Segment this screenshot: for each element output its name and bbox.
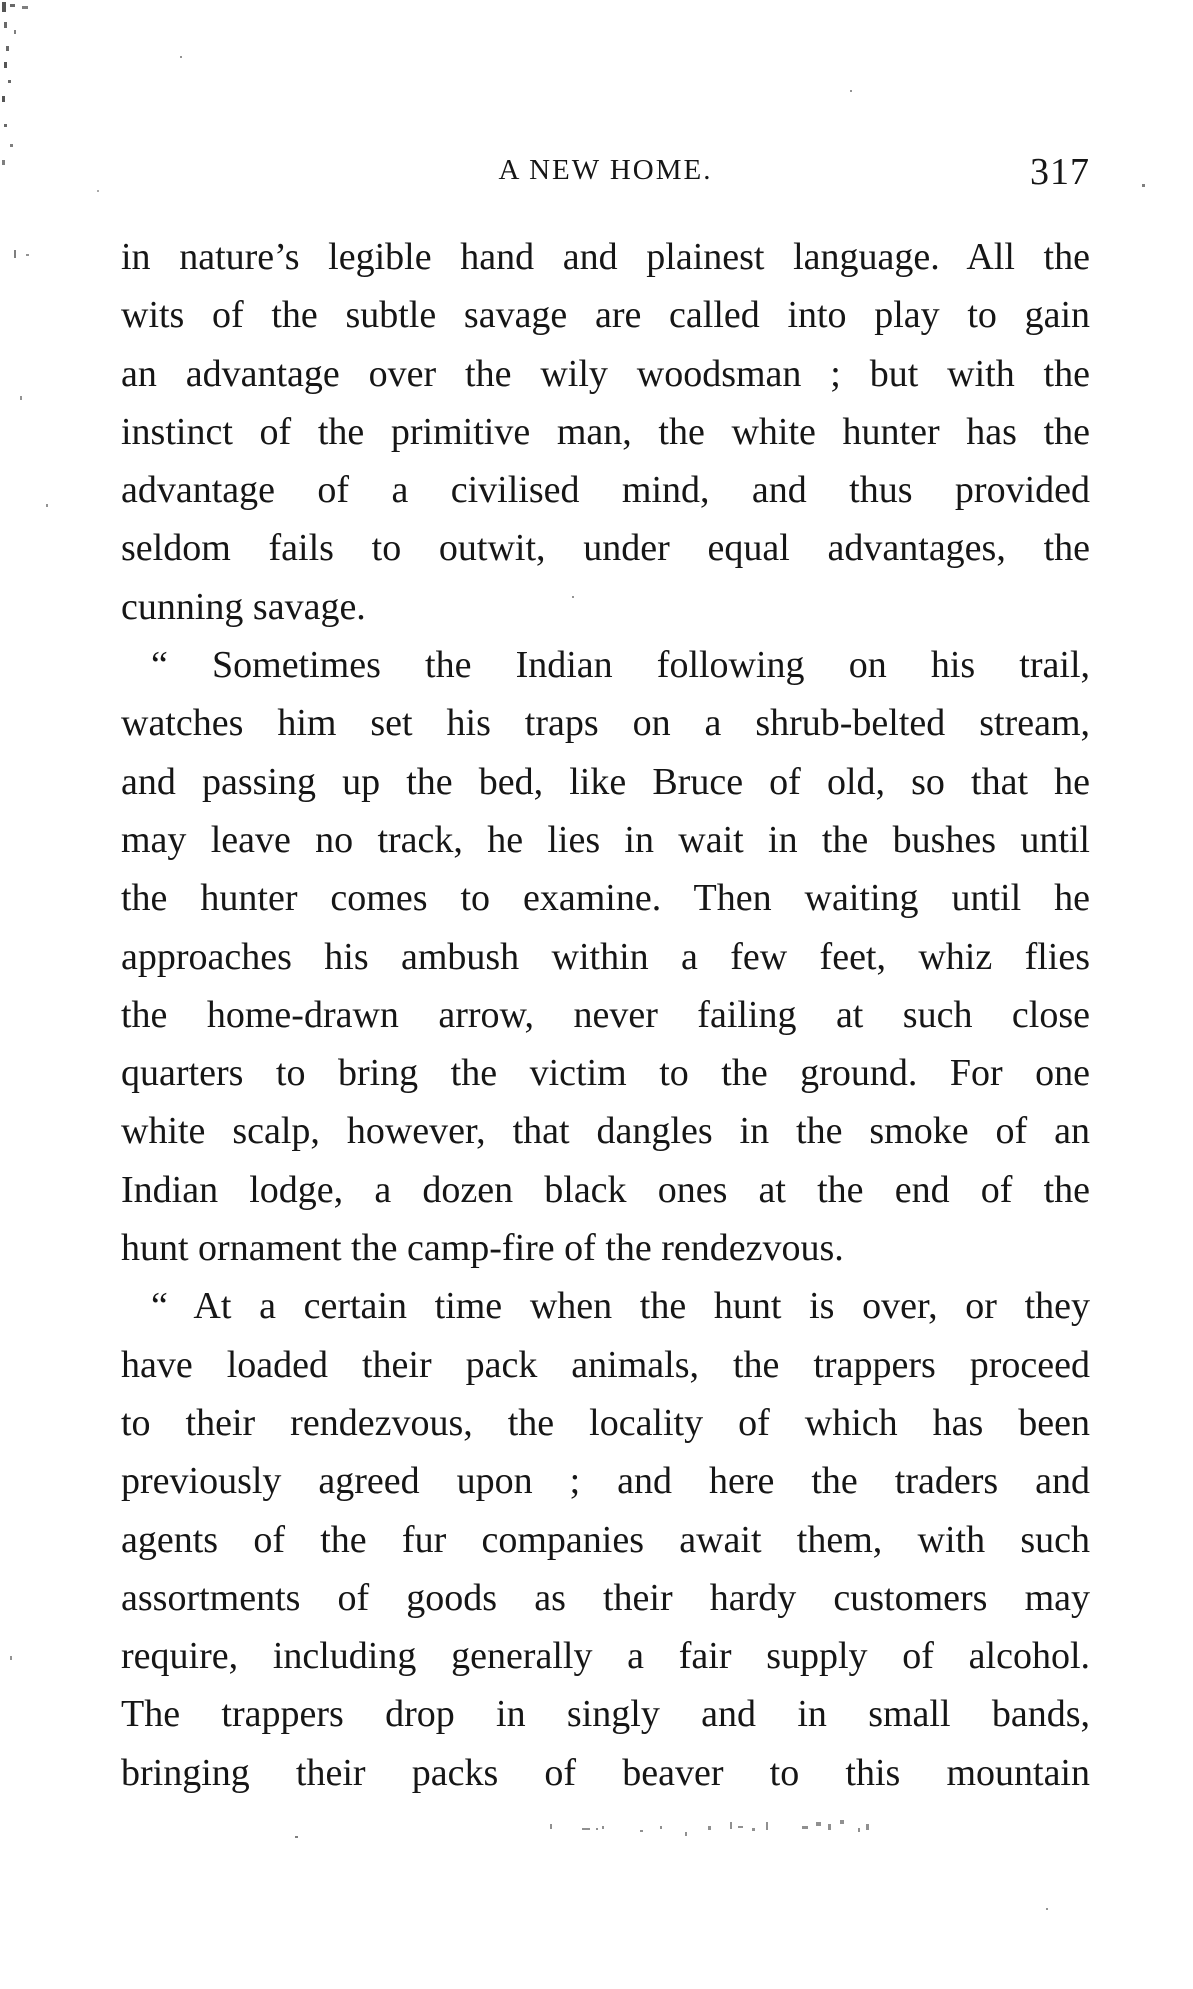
text-line: have loaded their pack animals, the trappers proceed [121,1343,1090,1386]
text-line: may leave no track, he lies in wait in the bushes until [121,818,1090,861]
text-line: the hunter comes to examine. Then waiting until he [121,877,1090,920]
text-line: bringing their packs of beaver to this mountain [121,1751,1090,1794]
text-line: approaches his ambush within a few feet, whiz flies [121,935,1090,978]
text-line: the home-drawn arrow, never failing at such close [121,993,1090,1036]
text-line: quarters to bring the victim to the ground. For one [121,1052,1090,1095]
text-line: an advantage over the wily woodsman ; but with the [121,352,1090,395]
scan-dots [540,1810,1040,1850]
text-line: agents of the fur companies await them, with such [121,1518,1090,1561]
text-line: in nature’s legible hand and plainest language. All the [121,236,1090,278]
text-line: require, including generally a fair supply of alcohol. [121,1635,1090,1678]
text-line: and passing up the bed, like Bruce of old, so that he [121,760,1090,803]
text-line: cunning savage. [121,585,366,628]
text-line: white scalp, however, that dangles in the smoke of an [121,1110,1090,1153]
body-text [121,228,1090,1802]
text-line: advantage of a civilised mind, and thus provided [121,469,1090,512]
page-number: 317 [1030,151,1090,193]
text-line: watches him set his traps on a shrub-belted stream, [121,702,1090,745]
text-line: Indian lodge, a dozen black ones at the end of the [121,1168,1090,1211]
text-line: to their rendezvous, the locality of which has been [121,1401,1090,1444]
text-line: previously agreed upon ; and here the traders and [121,1460,1090,1503]
text-line: assortments of goods as their hardy customers may [121,1576,1090,1619]
text-line: hunt ornament the camp-fire of the rendezvous. [121,1227,844,1270]
text-line: “ At a certain time when the hunt is over, or they [151,1285,1090,1328]
running-title: A NEW HOME. [498,154,713,186]
text-line: seldom fails to outwit, under equal advantages, the [121,527,1090,570]
text-line: “ Sometimes the Indian following on his trail, [151,644,1090,687]
text-line: instinct of the primitive man, the white hunter has the [121,410,1090,453]
text-line: wits of the subtle savage are called into play to gain [121,294,1090,337]
text-line: The trappers drop in singly and in small bands, [121,1693,1090,1736]
running-head [121,150,1090,200]
